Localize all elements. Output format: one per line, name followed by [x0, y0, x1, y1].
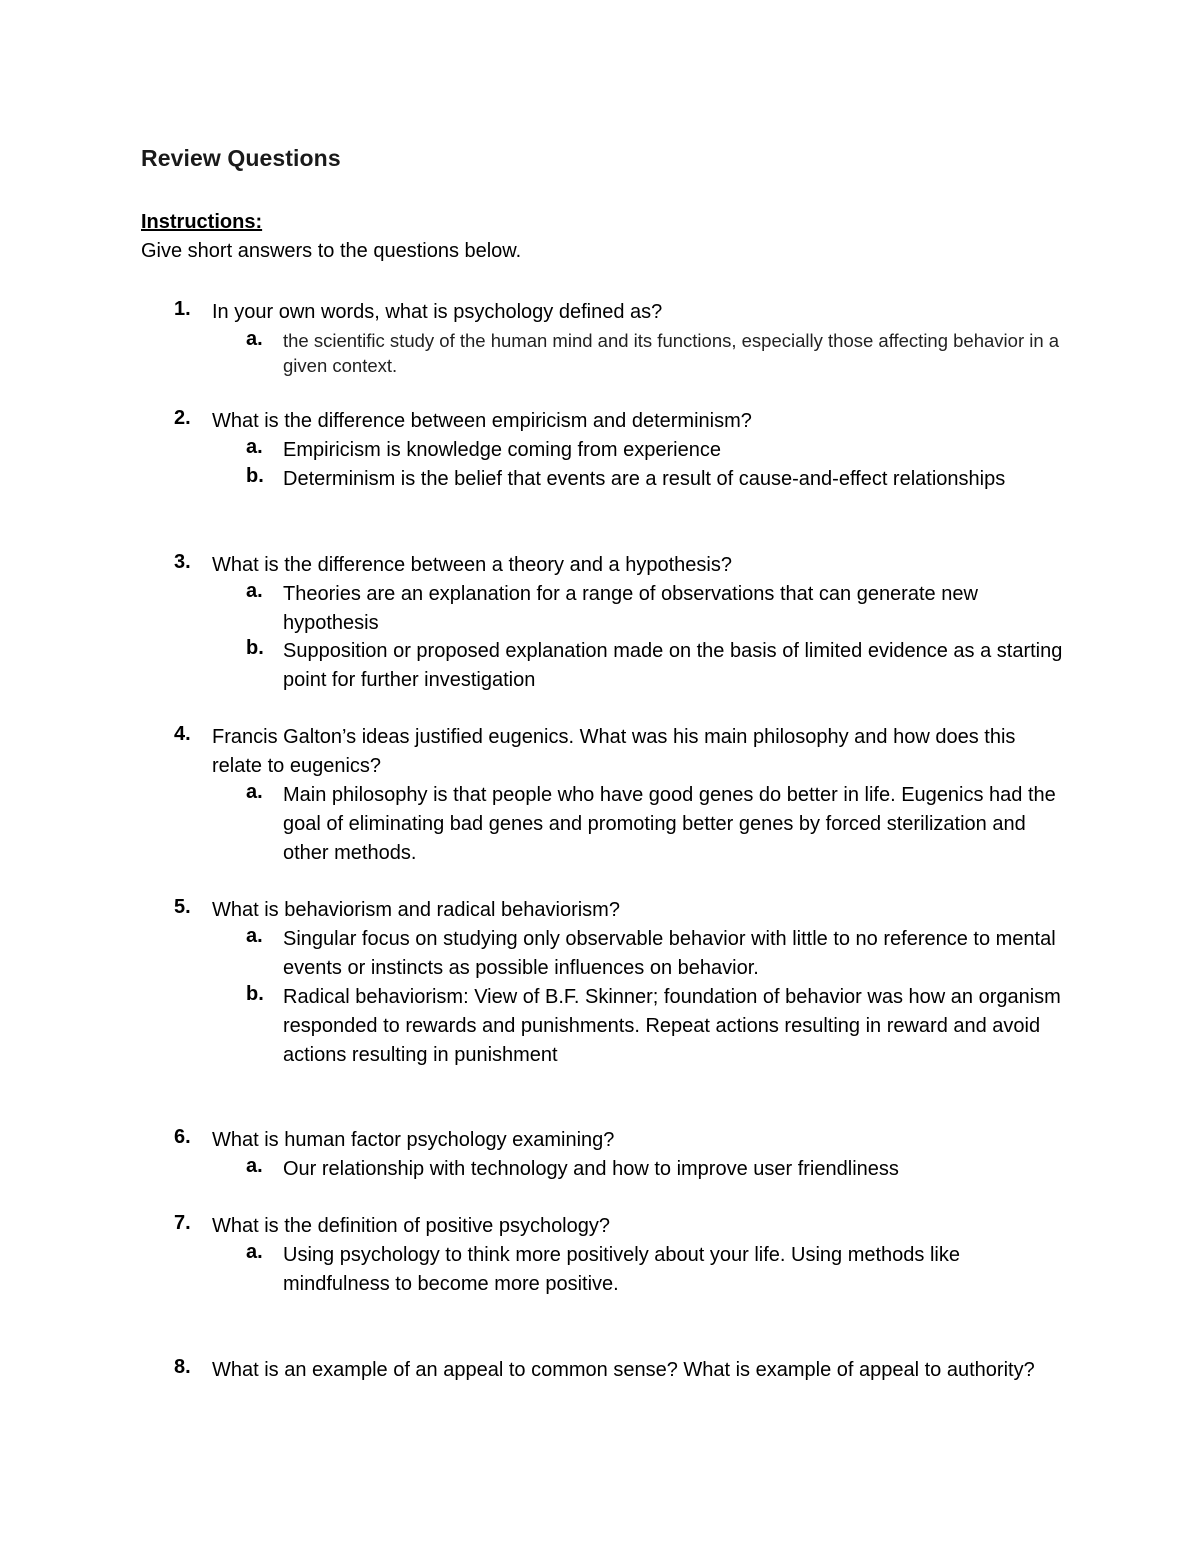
question-number: 4. — [174, 723, 191, 745]
answer-text: Singular focus on studying only observable behavior with little to no reference to mental events or instincts as possible influences on behavior. — [283, 928, 1056, 979]
answer-letter: a. — [246, 328, 263, 350]
instructions-label: Instructions: — [141, 211, 263, 233]
answer-letter: a. — [246, 436, 263, 458]
instructions-text: Give short answers to the questions below. — [141, 240, 522, 262]
answer-text: the scientific study of the human mind and its functions, especially those affecting behavior in a given context. — [283, 330, 1060, 376]
question-number: 6. — [174, 1126, 191, 1148]
answer-text: Our relationship with technology and how to improve user friendliness — [283, 1158, 899, 1180]
answer-text: Empiricism is knowledge coming from experience — [283, 439, 721, 461]
answer-text: Radical behaviorism: View of B.F. Skinner; foundation of behavior was how an organism responded to rewards and punishments. Repeat actions resulting in reward and avoid actions resulting in punishment — [283, 986, 1061, 1066]
answer-text: Determinism is the belief that events are a result of cause-and-effect relationships — [283, 468, 1006, 490]
answer-letter: a. — [246, 1241, 263, 1263]
question-number: 8. — [174, 1356, 191, 1378]
question-number: 7. — [174, 1212, 191, 1234]
answer-letter: b. — [246, 637, 264, 659]
question-text: What is the difference between empiricism and determinism? — [212, 410, 752, 432]
question-number: 1. — [174, 298, 191, 320]
question-text: What is the difference between a theory and a hypothesis? — [212, 554, 732, 576]
answer-letter: b. — [246, 465, 264, 487]
answer-letter: a. — [246, 1155, 263, 1177]
answer-text: Main philosophy is that people who have good genes do better in life. Eugenics had the goal of eliminating bad genes and promoting better genes by forced sterilization and other methods. — [283, 784, 1056, 864]
question-text: What is an example of an appeal to common sense? What is example of appeal to authority? — [212, 1359, 1035, 1381]
answer-text: Theories are an explanation for a range of observations that can generate new hypothesis — [283, 583, 978, 634]
question-number: 3. — [174, 551, 191, 573]
question-number: 5. — [174, 896, 191, 918]
question-text: In your own words, what is psychology defined as? — [212, 301, 663, 323]
answer-letter: a. — [246, 781, 263, 803]
question-text: What is behaviorism and radical behaviorism? — [212, 899, 620, 921]
answer-letter: b. — [246, 983, 264, 1005]
answer-text: Supposition or proposed explanation made on the basis of limited evidence as a starting point for further investigation — [283, 640, 1063, 691]
question-number: 2. — [174, 407, 191, 429]
question-text: Francis Galton’s ideas justified eugenics. What was his main philosophy and how does this relate to eugenics? — [212, 726, 1016, 777]
answer-text: Using psychology to think more positively about your life. Using methods like mindfulness to become more positive. — [283, 1244, 960, 1295]
answer-letter: a. — [246, 925, 263, 947]
page-title: Review Questions — [141, 145, 341, 171]
question-text: What is human factor psychology examining? — [212, 1129, 615, 1151]
question-text: What is the definition of positive psychology? — [212, 1215, 610, 1237]
answer-letter: a. — [246, 580, 263, 602]
